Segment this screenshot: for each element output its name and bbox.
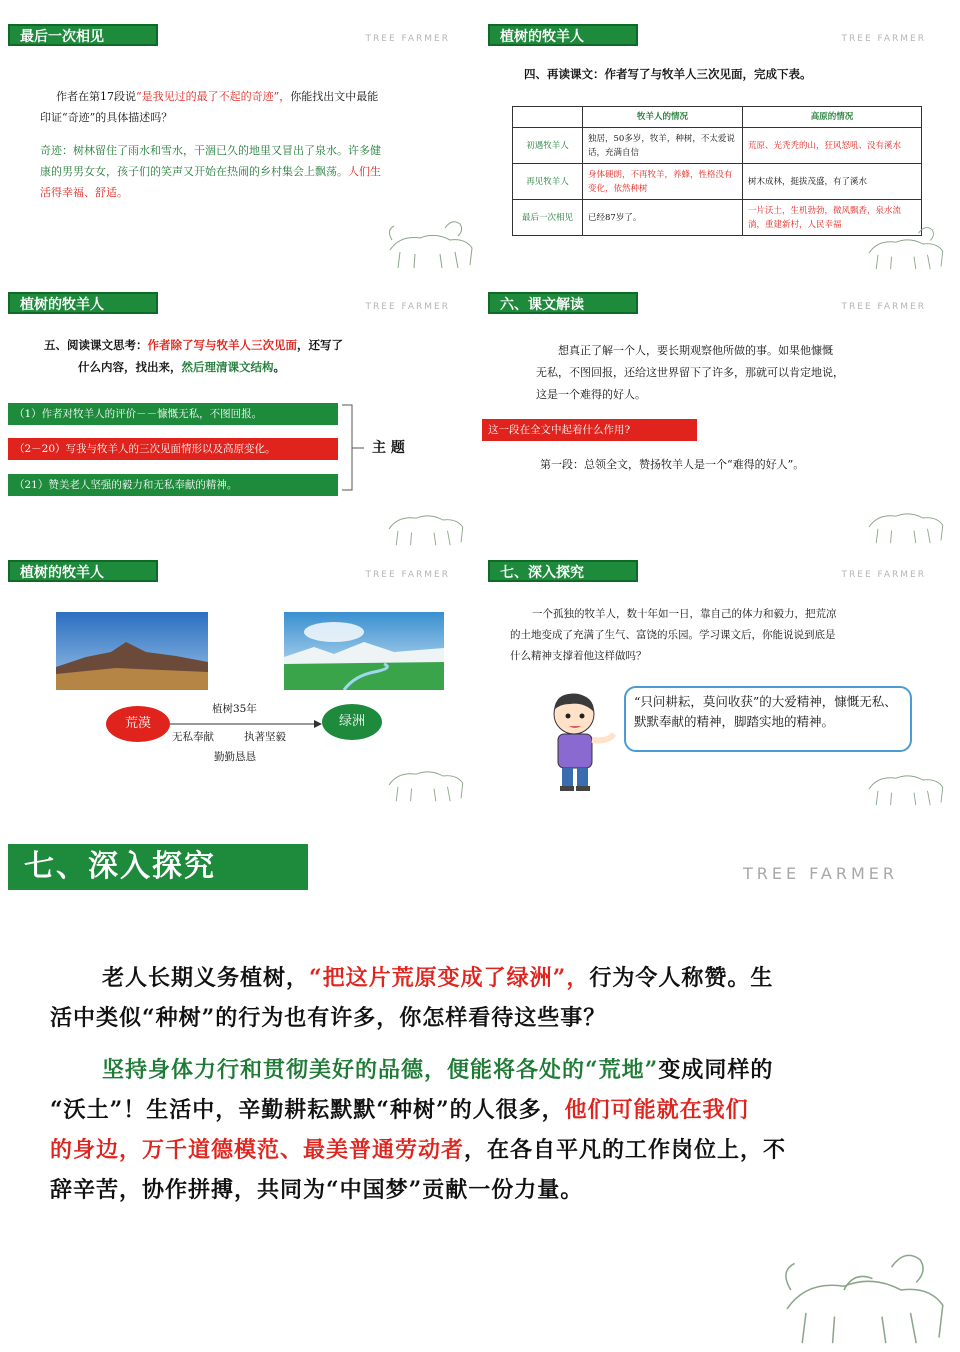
answer-text: 第一段：总领全文，赞扬牧羊人是一个“难得的好人”。 (540, 458, 805, 471)
table-row: 最后一次相见 已经87岁了。 一片沃土，生机勃勃，微风飘香，泉水流淌，重建新村，人民幸福 (513, 200, 922, 236)
slide-tag: 六、课文解读 (488, 292, 638, 314)
slide-large-inquiry (0, 828, 960, 1352)
slide-desert-oasis (0, 550, 480, 820)
slide-tag: 七、深入探究 (488, 560, 638, 582)
slide-last-meeting (0, 0, 480, 280)
structure-bar: （21）赞美老人坚强的毅力和无私奉献的精神。 (8, 474, 338, 496)
slide-structure (0, 280, 480, 550)
goat-illustration (860, 214, 950, 274)
arrow-label: 勤勤恳恳 (214, 751, 256, 763)
slide-deep-inquiry (480, 550, 960, 820)
oasis-ellipse: 绿洲 (322, 704, 382, 740)
watermark: TREE FARMER (742, 864, 898, 883)
answer-text: 奇迹：树林留住了雨水和雪水，干涸已久的地里又冒出了泉水。许多健 康的男男女女，孩子们的笑声又开始在热闹的乡村集会上飘荡。人们生 活得幸福、舒适。 (40, 144, 381, 199)
question-text: 作者在第17段说“是我见过的最了不起的奇迹”，你能找出文中最能 印证“奇迹”的具体描述吗？ (40, 90, 379, 124)
arrow-top-label: 植树35年 (212, 703, 257, 715)
structure-bar: （2－20）写我与牧羊人的三次见面情形以及高原变化。 (8, 438, 338, 460)
passage-text: 想真正了解一个人，要长期观察他所做的事。如果他慷慨 无私，不图回报，还给这世界留下了许多，那就可以肯定地说， 这是一个难得的好人。 (536, 344, 844, 401)
table-header: 牧羊人的情况 (583, 107, 743, 128)
goat-illustration (380, 210, 480, 270)
goat-illustration (768, 1230, 958, 1350)
question-text: 四、再读课文：作者写了与牧羊人三次见面，完成下表。 (524, 67, 812, 81)
paragraph-2: 坚持身体力行和贯彻美好的品德，便能将各处的“荒地”变成同样的 “沃土”！生活中，辛勤耕耘默默“种树”的人很多，他们可能就在我们 的身边，万千道德模范、最美普通劳动者，在各自平凡的工作岗位上，不 辞辛苦，协作拼搏，共同为“中国梦”贡献一份力量。 (50, 1057, 787, 1203)
oasis-image (284, 612, 444, 690)
slide-tag: 植树的牧羊人 (8, 292, 158, 314)
slide-tag: 七、深入探究 (8, 844, 308, 890)
slide-interpretation (480, 280, 960, 550)
table-row: 再见牧羊人 身体硬朗，不再牧羊，养蜂，性格没有变化，依然种树 树木成林，挺拔茂盛，有了溪水 (513, 164, 922, 200)
desert-image (56, 612, 208, 690)
watermark: TREE FARMER (365, 34, 450, 44)
arrow-label: 无私奉献 (172, 731, 214, 743)
watermark: TREE FARMER (365, 570, 450, 580)
table-header: 高原的情况 (743, 107, 922, 128)
theme-label: 主 题 (372, 440, 405, 456)
goat-illustration (380, 746, 470, 806)
goat-illustration (860, 488, 950, 548)
structure-bar: （1）作者对牧羊人的评价－－慷慨无私，不图回报。 (8, 403, 338, 425)
passage-text: 一个孤独的牧羊人，数十年如一日，靠自己的体力和毅力，把荒凉 的土地变成了充满了生气、富饶的乐园。学习课文后，你能说说到底是 什么精神支撑着他这样做吗？ (510, 608, 837, 662)
slide-tag: 植树的牧羊人 (488, 24, 638, 46)
watermark: TREE FARMER (365, 302, 450, 312)
watermark: TREE FARMER (841, 570, 926, 580)
bracket (340, 400, 370, 500)
table-row: 初遇牧羊人 独居，50多岁，牧羊，种树，不太爱说话，充满自信 荒原、光秃秃的山，狂风怒吼、没有溪水 (513, 128, 922, 164)
watermark: TREE FARMER (841, 34, 926, 44)
question-text: 五、阅读课文思考：作者除了写与牧羊人三次见面，还写了 什么内容，找出来，然后理清课文结构。 (44, 338, 343, 374)
question-bar: 这一段在全文中起着什么作用? (482, 419, 697, 441)
watermark: TREE FARMER (841, 302, 926, 312)
arrow-label: 执著坚毅 (244, 731, 286, 743)
goat-illustration (860, 750, 950, 810)
paragraph-1: 老人长期义务植树，“把这片荒原变成了绿洲”，行为令人称赞。生 活中类似“种树”的行为也有许多，你怎样看待这些事？ (50, 965, 774, 1031)
table-header (513, 107, 583, 128)
slide-table (480, 0, 960, 280)
boy-character (542, 688, 622, 793)
slide-tag: 植树的牧羊人 (8, 560, 158, 582)
speech-bubble: “只问耕耘，莫问收获”的大爱精神，慷慨无私、默默奉献的精神，脚踏实地的精神。 (624, 686, 912, 752)
desert-ellipse: 荒漠 (106, 706, 170, 742)
slide-tag: 最后一次相见 (8, 24, 158, 46)
goat-illustration (380, 490, 470, 550)
